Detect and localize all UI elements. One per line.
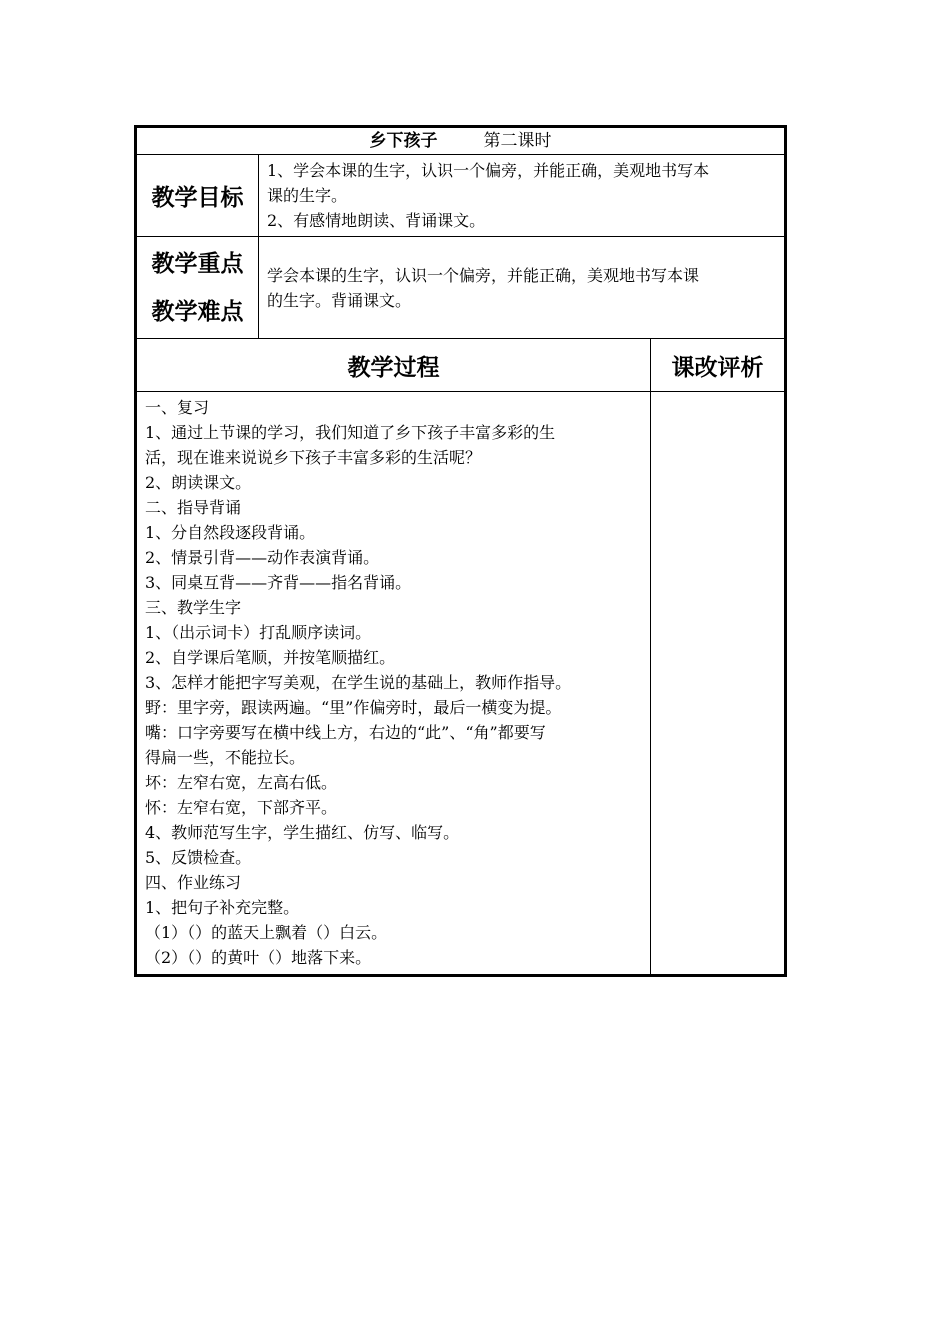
process-line: 怀：左窄右宽，下部齐平。 — [145, 798, 338, 817]
objective-line: 2、有感情地朗读、背诵课文。 — [267, 211, 486, 230]
review-content — [651, 392, 786, 976]
key-points-row — [136, 237, 786, 339]
process-line: 3、怎样才能把字写美观，在学生说的基础上，教师作指导。 — [145, 673, 572, 692]
title-row — [136, 127, 786, 155]
process-line: 坏：左窄右宽，左高右低。 — [145, 773, 338, 792]
process-line: 1、分自然段逐段背诵。 — [145, 523, 316, 542]
key-point-line: 的生字。背诵课文。 — [267, 290, 412, 310]
objectives-row — [136, 155, 786, 237]
process-line: 活，现在谁来说说乡下孩子丰富多彩的生活呢？ — [145, 448, 482, 467]
lesson-plan-table — [134, 125, 787, 977]
process-line: （2）（）的黄叶（）地落下来。 — [145, 948, 372, 967]
process-line: 得扁一些，不能拉长。 — [145, 748, 306, 767]
key-points-content — [259, 237, 786, 339]
process-header-row — [136, 339, 786, 392]
process-line: 3、同桌互背——齐背——指名背诵。 — [145, 573, 412, 592]
process-line: 嘴：口字旁要写在横中线上方，右边的“此”、“角”都要写 — [145, 723, 546, 742]
key-points-label: 教学重点 — [151, 250, 244, 277]
process-line: 1、通过上节课的学习，我们知道了乡下孩子丰富多彩的生 — [145, 423, 556, 442]
process-line: 2、朗读课文。 — [145, 473, 252, 492]
process-line: 1、（出示词卡）打乱顺序读词。 — [145, 623, 372, 642]
process-line: 三、教学生字 — [145, 598, 242, 617]
key-points-label-cell — [136, 237, 259, 339]
process-line: 2、情景引背——动作表演背诵。 — [145, 548, 380, 567]
process-line: 5、反馈检查。 — [145, 848, 252, 867]
lesson-title: 乡下孩子 — [369, 131, 438, 151]
process-line: 四、作业练习 — [145, 873, 242, 892]
process-content — [136, 392, 651, 976]
review-header: 课改评析 — [651, 339, 786, 392]
lesson-period: 第二课时 — [483, 131, 552, 151]
objectives-content — [259, 155, 786, 237]
objective-line: 课的生字。 — [267, 186, 348, 205]
objective-line: 1、学会本课的生字，认识一个偏旁，并能正确，美观地书写本 — [267, 161, 710, 180]
difficulties-label: 教学难点 — [151, 298, 244, 325]
objectives-label: 教学目标 — [136, 155, 259, 237]
title-cell — [136, 127, 786, 155]
process-line: 二、指导背诵 — [145, 498, 242, 517]
process-line: （1）（）的蓝天上飘着（）白云。 — [145, 923, 388, 942]
process-line: 一、复习 — [145, 398, 210, 417]
process-header: 教学过程 — [136, 339, 651, 392]
process-line: 2、自学课后笔顺，并按笔顺描红。 — [145, 648, 396, 667]
process-line: 1、把句子补充完整。 — [145, 898, 300, 917]
key-point-line: 学会本课的生字，认识一个偏旁，并能正确，美观地书写本课 — [267, 265, 700, 285]
process-line: 野：里字旁，跟读两遍。“里”作偏旁时，最后一横变为提。 — [145, 698, 562, 717]
process-line: 4、教师范写生字，学生描红、仿写、临写。 — [145, 823, 460, 842]
process-body-row — [136, 392, 786, 976]
